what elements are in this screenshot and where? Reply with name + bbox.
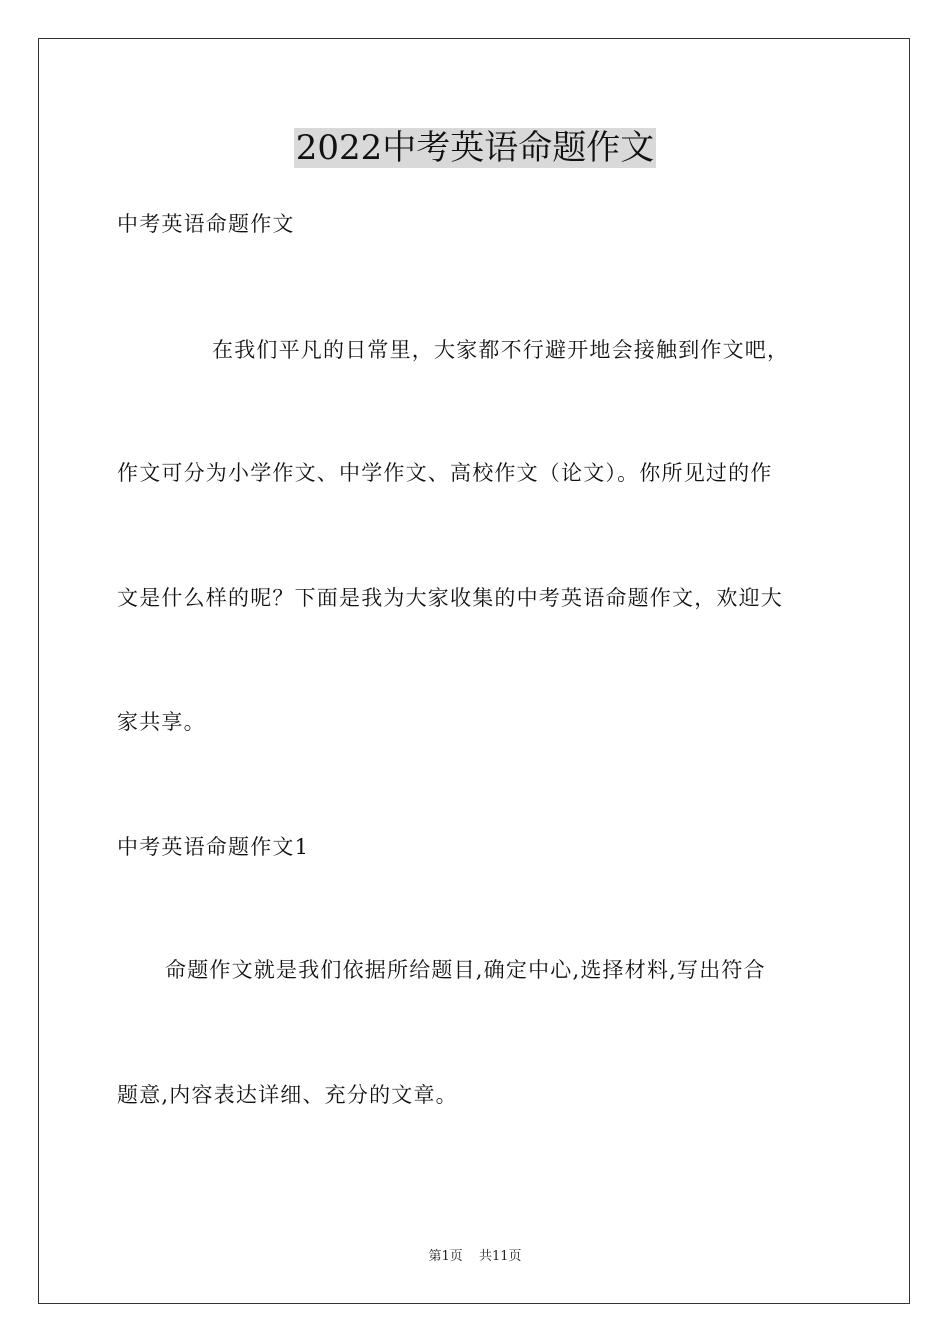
document-title: 2022中考英语命题作文 <box>295 128 655 168</box>
paragraph-line: 文是什么样的呢？下面是我为大家收集的中考英语命题作文，欢迎大 <box>117 586 783 610</box>
paragraph-line: 在我们平凡的日常里，大家都不行避开地会接触到作文吧， <box>212 338 790 362</box>
section-heading-essay-1: 中考英语命题作文1 <box>117 835 310 859</box>
paragraph-line: 作文可分为小学作文、中学作文、高校作文（论文）。你所见过的作 <box>117 461 773 485</box>
paragraph-line: 题意,内容表达详细、充分的文章。 <box>117 1083 458 1107</box>
page-total: 共11页 <box>478 1249 522 1264</box>
paragraph-line: 家共享。 <box>117 710 206 734</box>
page-footer <box>0 1248 950 1266</box>
title-container <box>0 128 950 168</box>
section-heading-intro: 中考英语命题作文 <box>117 212 295 236</box>
paragraph-line: 命题作文就是我们依据所给题目,确定中心,选择材料,写出符合 <box>165 958 766 982</box>
page-number: 第1页 <box>428 1249 463 1264</box>
